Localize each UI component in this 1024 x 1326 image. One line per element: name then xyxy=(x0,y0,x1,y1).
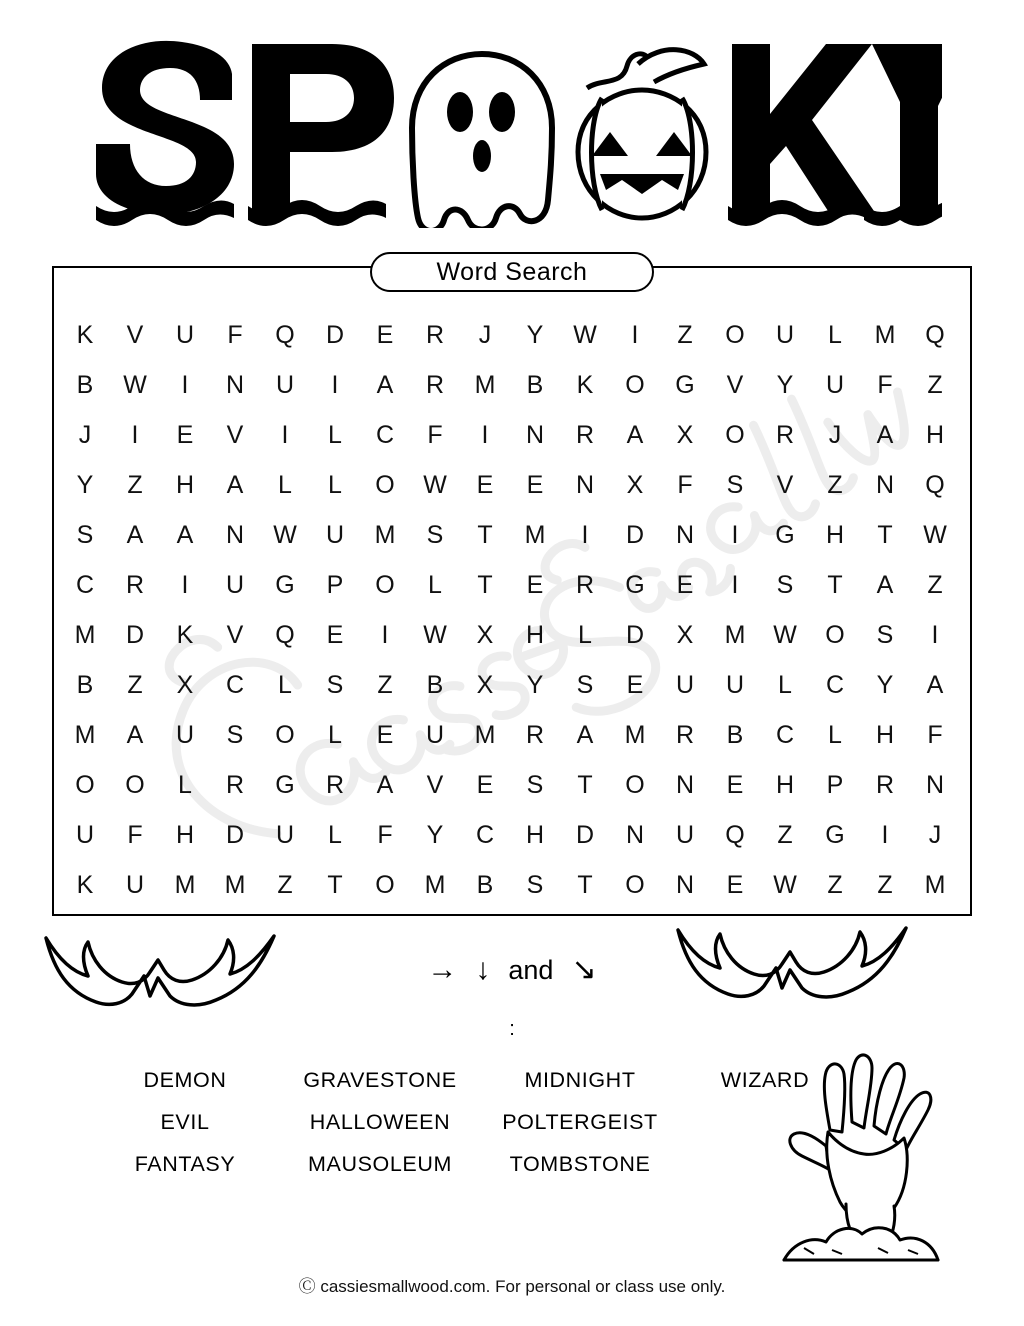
grid-row xyxy=(60,660,970,710)
grid-cell: G xyxy=(675,370,695,399)
grid-cell: I xyxy=(331,370,339,399)
grid-cell: C xyxy=(75,570,95,599)
grid-row xyxy=(60,310,970,360)
word-list xyxy=(90,1068,850,1177)
word-item: DEMON xyxy=(143,1068,227,1092)
grid-cell: S xyxy=(876,620,894,649)
grid-cell: M xyxy=(224,870,246,899)
word-item: MAUSOLEUM xyxy=(308,1152,452,1176)
grid-cell: Q xyxy=(725,820,745,849)
grid-cell: E xyxy=(526,570,544,599)
grid-cell: M xyxy=(874,320,896,349)
grid-cell: Z xyxy=(127,670,143,699)
grid-cell: O xyxy=(275,720,295,749)
grid-cell: E xyxy=(626,670,644,699)
grid-cell: E xyxy=(326,620,344,649)
grid-cell: Z xyxy=(927,570,943,599)
grid-cell: S xyxy=(226,720,244,749)
grid-cell: H xyxy=(825,520,845,549)
grid-cell: E xyxy=(726,870,744,899)
grid-cell: R xyxy=(875,770,895,799)
grid-cell: F xyxy=(427,420,443,449)
grid-row xyxy=(60,760,970,810)
grid-cell: Z xyxy=(927,370,943,399)
grid-cell: E xyxy=(726,770,744,799)
grid-cell: F xyxy=(377,820,393,849)
grid-cell: B xyxy=(726,720,744,749)
grid-cell: W xyxy=(923,520,947,549)
grid-cell: I xyxy=(731,520,739,549)
grid-cell: W xyxy=(773,620,797,649)
grid-cell: M xyxy=(924,870,946,899)
grid-cell: M xyxy=(474,370,496,399)
grid-cell: N xyxy=(925,770,945,799)
grid-cell: D xyxy=(125,620,145,649)
grid-cell: I xyxy=(481,420,489,449)
grid-cell: U xyxy=(775,320,795,349)
grid-cell: R xyxy=(775,420,795,449)
word-item: WIZARD xyxy=(720,1068,810,1092)
grid-cell: C xyxy=(775,720,795,749)
grid-cell: O xyxy=(375,870,395,899)
grid-cell: I xyxy=(181,370,189,399)
grid-cell: M xyxy=(174,870,196,899)
grid-cell: M xyxy=(624,720,646,749)
grid-cell: K xyxy=(76,870,94,899)
word-item: TOMBSTONE xyxy=(509,1152,651,1176)
grid-cell: V xyxy=(126,320,144,349)
word-column-1 xyxy=(90,1068,280,1177)
grid-cell: J xyxy=(828,420,842,449)
grid-cell: Z xyxy=(827,470,843,499)
word-column-2 xyxy=(280,1068,480,1177)
grid-cell: V xyxy=(776,470,794,499)
letter-grid xyxy=(60,310,970,910)
grid-row xyxy=(60,710,970,760)
grid-cell: U xyxy=(825,370,845,399)
grid-cell: B xyxy=(426,670,444,699)
grid-cell: N xyxy=(675,770,695,799)
grid-cell: V xyxy=(726,370,744,399)
grid-cell: O xyxy=(75,770,95,799)
grid-cell: N xyxy=(575,470,595,499)
grid-cell: P xyxy=(826,770,844,799)
page-title xyxy=(0,28,1024,233)
zombie-hand-icon xyxy=(768,1052,948,1272)
grid-cell: E xyxy=(376,720,394,749)
grid-cell: D xyxy=(625,520,645,549)
grid-cell: T xyxy=(577,770,593,799)
grid-row xyxy=(60,810,970,860)
grid-cell: O xyxy=(375,470,395,499)
grid-cell: U xyxy=(675,670,695,699)
grid-cell: L xyxy=(778,670,792,699)
grid-cell: B xyxy=(526,370,544,399)
word-item: EVIL xyxy=(160,1110,210,1134)
grid-cell: Q xyxy=(275,320,295,349)
grid-cell: S xyxy=(526,870,544,899)
grid-cell: I xyxy=(181,570,189,599)
grid-cell: I xyxy=(381,620,389,649)
grid-cell: G xyxy=(275,770,295,799)
grid-cell: A xyxy=(176,520,194,549)
direction-legend xyxy=(0,940,1024,1000)
grid-cell: R xyxy=(575,420,595,449)
grid-cell: X xyxy=(476,670,494,699)
grid-cell: Y xyxy=(526,320,544,349)
grid-cell: D xyxy=(325,320,345,349)
grid-cell: O xyxy=(625,870,645,899)
grid-cell: L xyxy=(578,620,592,649)
grid-row xyxy=(60,860,970,910)
grid-cell: E xyxy=(376,320,394,349)
grid-cell: Y xyxy=(76,470,94,499)
grid-cell: M xyxy=(474,720,496,749)
direction-colon: : xyxy=(509,1018,515,1040)
grid-cell: N xyxy=(625,820,645,849)
grid-row xyxy=(60,460,970,510)
grid-cell: A xyxy=(876,570,894,599)
grid-cell: M xyxy=(424,870,446,899)
grid-cell: J xyxy=(478,320,492,349)
grid-cell: R xyxy=(325,770,345,799)
grid-cell: H xyxy=(175,820,195,849)
grid-cell: C xyxy=(475,820,495,849)
grid-cell: Y xyxy=(526,670,544,699)
grid-cell: M xyxy=(724,620,746,649)
grid-cell: E xyxy=(676,570,694,599)
word-item: POLTERGEIST xyxy=(502,1110,658,1134)
arrow-diagonal-icon: ↘ xyxy=(571,953,597,986)
grid-cell: C xyxy=(225,670,245,699)
grid-cell: F xyxy=(677,470,693,499)
grid-cell: O xyxy=(725,320,745,349)
grid-cell: F xyxy=(227,320,243,349)
grid-cell: W xyxy=(773,870,797,899)
grid-cell: S xyxy=(326,670,344,699)
grid-cell: K xyxy=(176,620,194,649)
grid-cell: T xyxy=(477,570,493,599)
grid-cell: L xyxy=(278,470,292,499)
grid-cell: O xyxy=(625,770,645,799)
grid-cell: T xyxy=(577,870,593,899)
grid-cell: A xyxy=(576,720,594,749)
grid-cell: Y xyxy=(776,370,794,399)
grid-cell: U xyxy=(425,720,445,749)
grid-cell: L xyxy=(328,820,342,849)
grid-cell: U xyxy=(175,720,195,749)
grid-cell: I xyxy=(931,620,939,649)
word-item: MIDNIGHT xyxy=(524,1068,636,1092)
grid-row xyxy=(60,610,970,660)
grid-cell: S xyxy=(526,770,544,799)
grid-cell: L xyxy=(828,720,842,749)
grid-cell: C xyxy=(825,670,845,699)
grid-cell: I xyxy=(131,420,139,449)
grid-cell: S xyxy=(776,570,794,599)
grid-cell: U xyxy=(75,820,95,849)
grid-cell: T xyxy=(827,570,843,599)
grid-cell: Y xyxy=(426,820,444,849)
grid-cell: I xyxy=(881,820,889,849)
grid-cell: T xyxy=(877,520,893,549)
footer-copyright: Ⓒ cassiesmallwood.com. For personal or class use only. xyxy=(298,1277,726,1296)
grid-cell: I xyxy=(631,320,639,349)
grid-cell: R xyxy=(125,570,145,599)
grid-cell: G xyxy=(275,570,295,599)
grid-cell: R xyxy=(525,720,545,749)
grid-cell: A xyxy=(126,720,144,749)
grid-cell: U xyxy=(125,870,145,899)
word-item: FANTASY xyxy=(134,1152,236,1176)
grid-cell: A xyxy=(126,520,144,549)
grid-cell: K xyxy=(76,320,94,349)
grid-cell: D xyxy=(575,820,595,849)
grid-cell: O xyxy=(625,370,645,399)
grid-cell: M xyxy=(74,720,96,749)
grid-cell: W xyxy=(273,520,297,549)
word-item: GRAVESTONE xyxy=(303,1068,457,1092)
word-item: HALLOWEEN xyxy=(309,1110,451,1134)
grid-cell: L xyxy=(428,570,442,599)
grid-cell: Q xyxy=(925,320,945,349)
grid-cell: J xyxy=(78,420,92,449)
grid-cell: Z xyxy=(877,870,893,899)
grid-cell: R xyxy=(425,370,445,399)
grid-cell: S xyxy=(726,470,744,499)
grid-cell: C xyxy=(375,420,395,449)
grid-cell: Z xyxy=(377,670,393,699)
grid-cell: L xyxy=(278,670,292,699)
grid-cell: Y xyxy=(876,670,894,699)
grid-cell: T xyxy=(477,520,493,549)
grid-cell: S xyxy=(576,670,594,699)
grid-cell: Z xyxy=(827,870,843,899)
grid-cell: G xyxy=(775,520,795,549)
grid-cell: H xyxy=(525,620,545,649)
grid-cell: U xyxy=(725,670,745,699)
grid-cell: P xyxy=(326,570,344,599)
grid-cell: Z xyxy=(777,820,793,849)
grid-cell: N xyxy=(675,520,695,549)
grid-cell: L xyxy=(328,420,342,449)
grid-cell: W xyxy=(573,320,597,349)
grid-cell: A xyxy=(626,420,644,449)
grid-cell: D xyxy=(625,620,645,649)
grid-cell: G xyxy=(825,820,845,849)
grid-cell: B xyxy=(76,370,94,399)
grid-cell: Q xyxy=(275,620,295,649)
grid-cell: I xyxy=(731,570,739,599)
grid-cell: A xyxy=(226,470,244,499)
grid-cell: U xyxy=(275,370,295,399)
grid-cell: R xyxy=(675,720,695,749)
grid-cell: V xyxy=(426,770,444,799)
grid-cell: W xyxy=(123,370,147,399)
grid-cell: O xyxy=(125,770,145,799)
grid-cell: E xyxy=(526,470,544,499)
grid-cell: G xyxy=(625,570,645,599)
grid-cell: W xyxy=(423,470,447,499)
grid-cell: D xyxy=(225,820,245,849)
grid-cell: N xyxy=(525,420,545,449)
grid-cell: R xyxy=(425,320,445,349)
grid-cell: U xyxy=(175,320,195,349)
grid-cell: F xyxy=(927,720,943,749)
grid-cell: X xyxy=(626,470,644,499)
grid-cell: K xyxy=(576,370,594,399)
grid-cell: U xyxy=(325,520,345,549)
grid-cell: X xyxy=(176,670,194,699)
grid-cell: Q xyxy=(925,470,945,499)
grid-cell: L xyxy=(178,770,192,799)
grid-cell: H xyxy=(175,470,195,499)
grid-cell: N xyxy=(875,470,895,499)
grid-cell: I xyxy=(581,520,589,549)
grid-cell: U xyxy=(225,570,245,599)
word-search-label: Word Search xyxy=(370,252,654,292)
grid-cell: J xyxy=(928,820,942,849)
grid-cell: E xyxy=(176,420,194,449)
grid-cell: L xyxy=(828,320,842,349)
grid-cell: N xyxy=(225,370,245,399)
grid-cell: Z xyxy=(677,320,693,349)
grid-cell: R xyxy=(225,770,245,799)
grid-cell: F xyxy=(877,370,893,399)
grid-cell: H xyxy=(525,820,545,849)
grid-cell: X xyxy=(676,620,694,649)
grid-cell: O xyxy=(375,570,395,599)
grid-cell: F xyxy=(127,820,143,849)
grid-cell: W xyxy=(423,620,447,649)
grid-cell: I xyxy=(281,420,289,449)
grid-cell: N xyxy=(675,870,695,899)
grid-cell: O xyxy=(825,620,845,649)
grid-cell: N xyxy=(225,520,245,549)
grid-cell: B xyxy=(476,870,494,899)
grid-cell: E xyxy=(476,470,494,499)
grid-cell: A xyxy=(376,370,394,399)
grid-cell: Z xyxy=(127,470,143,499)
grid-cell: A xyxy=(926,670,944,699)
grid-cell: V xyxy=(226,420,244,449)
arrow-down-icon: ↓ xyxy=(475,953,491,986)
grid-cell: X xyxy=(676,420,694,449)
grid-row xyxy=(60,510,970,560)
grid-cell: E xyxy=(476,770,494,799)
word-column-3 xyxy=(480,1068,680,1177)
grid-cell: M xyxy=(74,620,96,649)
grid-row xyxy=(60,410,970,460)
grid-cell: O xyxy=(725,420,745,449)
grid-cell: M xyxy=(374,520,396,549)
grid-cell: S xyxy=(426,520,444,549)
grid-cell: T xyxy=(327,870,343,899)
grid-row xyxy=(60,360,970,410)
arrow-right-icon: → xyxy=(427,953,458,986)
grid-cell: V xyxy=(226,620,244,649)
grid-cell: A xyxy=(876,420,894,449)
grid-cell: L xyxy=(328,470,342,499)
grid-cell: Z xyxy=(277,870,293,899)
grid-cell: R xyxy=(575,570,595,599)
grid-cell: L xyxy=(328,720,342,749)
grid-cell: H xyxy=(775,770,795,799)
grid-cell: M xyxy=(524,520,546,549)
grid-cell: B xyxy=(76,670,94,699)
grid-cell: A xyxy=(376,770,394,799)
grid-cell: H xyxy=(925,420,945,449)
grid-cell: H xyxy=(875,720,895,749)
grid-row xyxy=(60,560,970,610)
grid-cell: U xyxy=(275,820,295,849)
grid-cell: U xyxy=(675,820,695,849)
grid-cell: S xyxy=(76,520,94,549)
grid-cell: X xyxy=(476,620,494,649)
direction-and-label: and xyxy=(508,954,554,985)
